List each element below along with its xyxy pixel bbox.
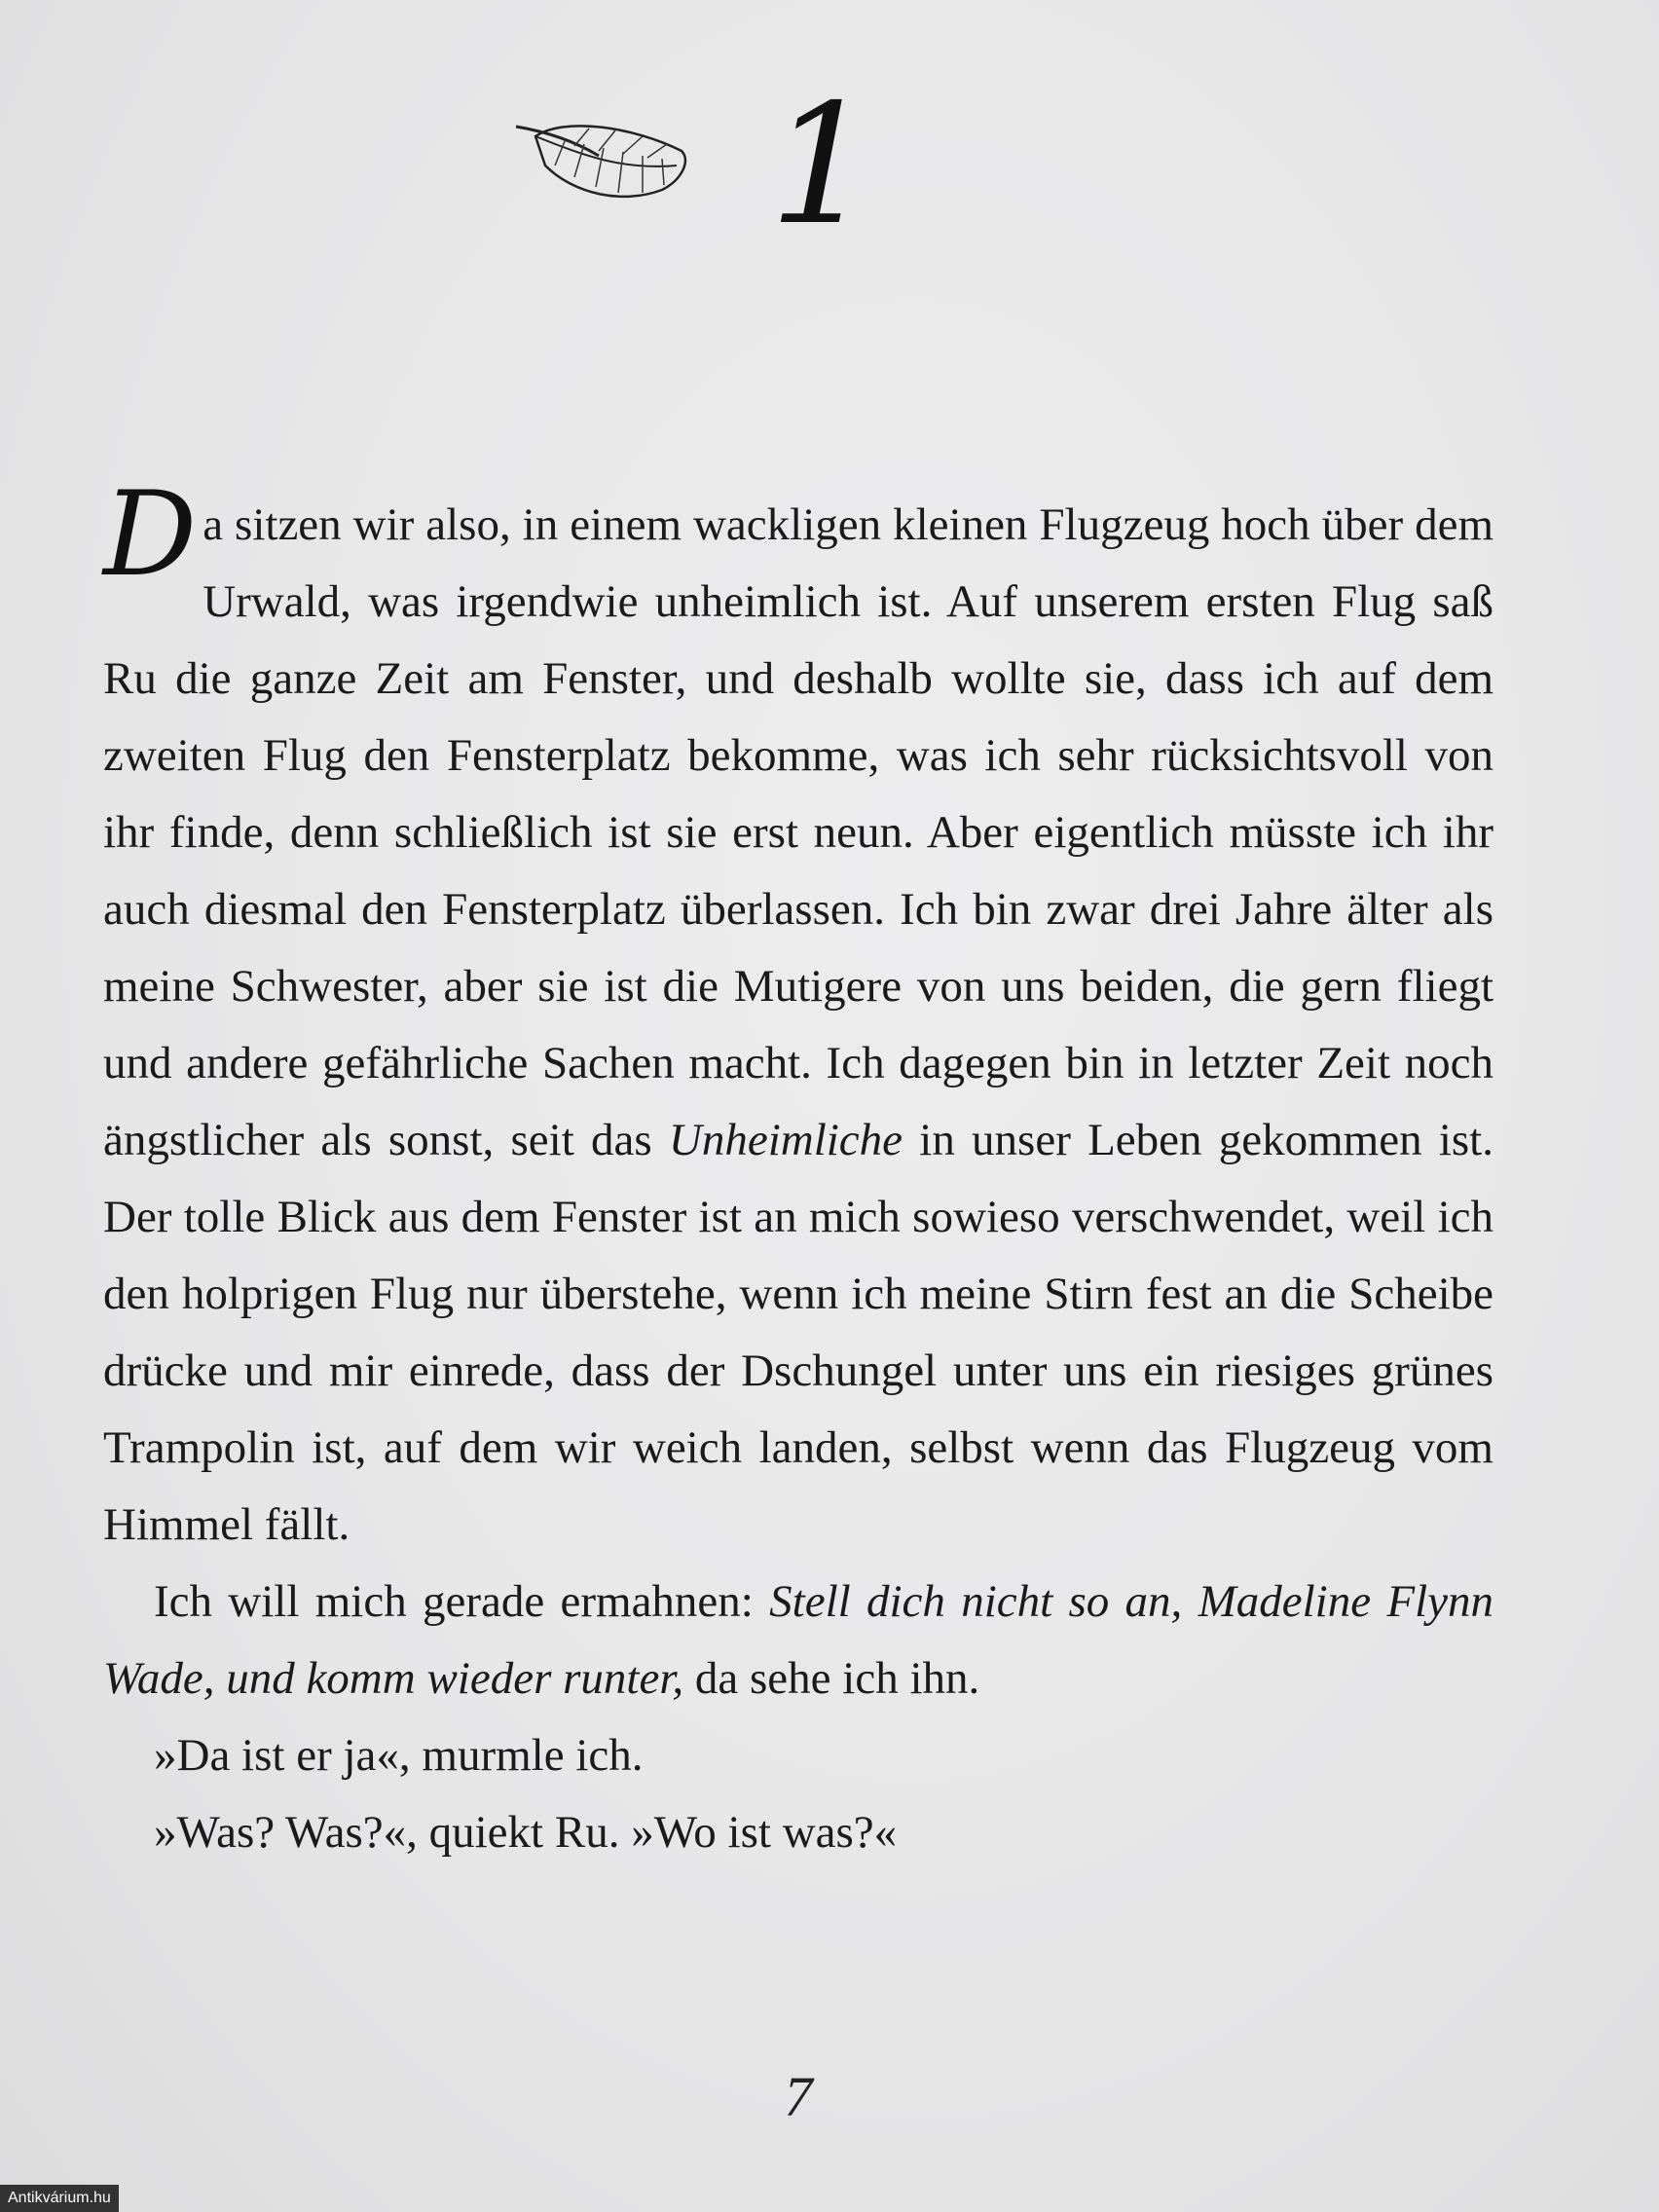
paragraph-2: Ich will mich gerade ermahnen: Stell dich nicht so an, Madeline Flynn Wade, und komm wieder runter, da sehe ich ihn. <box>103 1576 1493 1704</box>
paragraph-4: »Was? Was?«, quiekt Ru. »Wo ist was?« <box>154 1807 898 1858</box>
emphasis-thought: Stell dich nicht so an, Madeline Flynn Wade, und komm wieder runter, <box>103 1576 1493 1704</box>
drop-cap: D <box>103 467 198 603</box>
emphasis-unheimliche: Unheimliche <box>668 1115 903 1165</box>
body-text <box>103 467 1493 1871</box>
page-number: 7 <box>784 2065 813 2128</box>
watermark: Antikvárium.hu <box>0 2185 119 2212</box>
paragraph-1: Da sitzen wir also, in einem wackligen kleinen Flugzeug hoch über dem Urwald, was irgendwie unheimlich ist. Auf unserem ersten Flug saß Ru die ganze Zeit am Fenster, und deshalb wollte sie, dass ich auf dem zweiten Flug den Fensterplatz bekomme, was ich sehr rücksichtsvoll von ihr finde, denn schließlich ist sie erst neun. Aber eigentlich müsste ich ihr auch diesmal den Fensterplatz überlassen. Ich bin zwar drei Jahre älter als meine Schwester, aber sie ist die Mutigere von uns beiden, die gern fliegt und andere gefährliche Sachen macht. Ich dagegen bin in letzter Zeit noch ängstlicher als sonst, seit das Unheimliche in unser Leben gekommen ist. Der tolle Blick aus dem Fenster ist an mich sowieso verschwendet, weil ich den holprigen Flug nur überstehe, wenn ich meine Stirn fest an die Scheibe drücke und mir einrede, dass der Dschungel unter uns ein riesiges grünes Trampolin ist, auf dem wir weich landen, selbst wenn das Flugzeug vom Himmel fällt. <box>103 467 1493 1550</box>
paragraph-3: »Da ist er ja«, murmle ich. <box>154 1730 644 1781</box>
feather-icon <box>506 97 701 214</box>
chapter-number: 1 <box>769 69 875 262</box>
chapter-heading <box>506 69 896 262</box>
